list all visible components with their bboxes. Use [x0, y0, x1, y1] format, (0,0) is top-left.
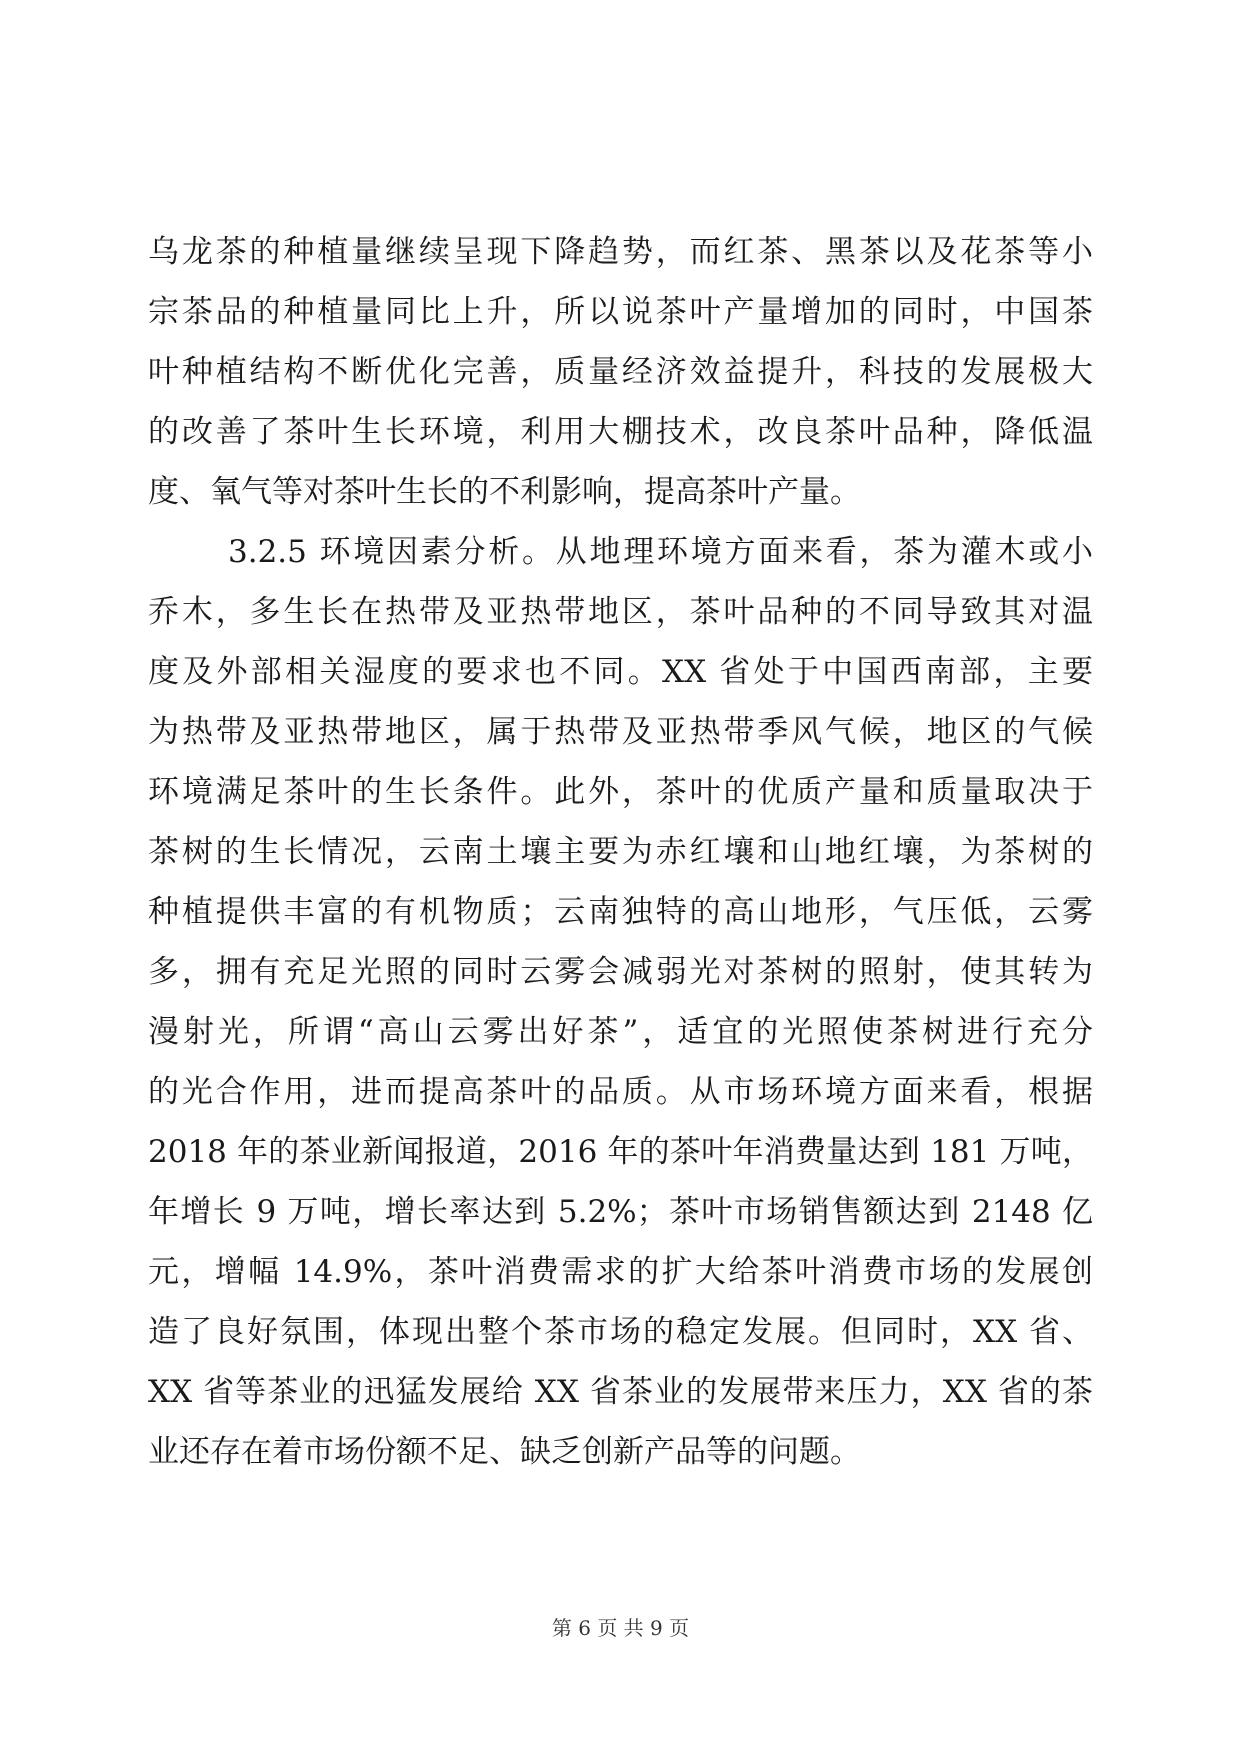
text-line: 乔木，多生长在热带及亚热带地区，茶叶品种的不同导致其对温	[148, 594, 1093, 630]
text-line: 度、氧气等对茶叶生长的不利影响，提高茶叶产量。	[148, 474, 861, 510]
text-line: 度及外部相关湿度的要求也不同。XX 省处于中国西南部，主要	[148, 654, 1093, 690]
document-body	[148, 222, 1093, 1482]
page-number: 第 6 页 共 9 页	[551, 1616, 690, 1640]
text-line: 的改善了茶叶生长环境，利用大棚技术，改良茶叶品种，降低温	[148, 414, 1093, 450]
page-footer	[0, 1612, 1241, 1641]
text-line: 环境满足茶叶的生长条件。此外，茶叶的优质产量和质量取决于	[148, 774, 1093, 810]
text-line: 2018 年的茶业新闻报道，2016 年的茶叶年消费量达到 181 万吨，	[148, 1134, 1093, 1170]
text-line: 叶种植结构不断优化完善，质量经济效益提升，科技的发展极大	[148, 354, 1093, 390]
text-line: 乌龙茶的种植量继续呈现下降趋势，而红茶、黑茶以及花茶等小	[148, 234, 1093, 270]
text-line: 多，拥有充足光照的同时云雾会减弱光对茶树的照射，使其转为	[148, 954, 1093, 990]
text-line: 宗茶品的种植量同比上升，所以说茶叶产量增加的同时，中国茶	[148, 294, 1093, 330]
text-line: 茶树的生长情况，云南土壤主要为赤红壤和山地红壤，为茶树的	[148, 834, 1093, 870]
text-line: 造了良好氛围，体现出整个茶市场的稳定发展。但同时，XX 省、	[148, 1314, 1093, 1350]
text-line: XX 省等茶业的迅猛发展给 XX 省茶业的发展带来压力，XX 省的茶	[148, 1374, 1093, 1410]
text-line: 种植提供丰富的有机物质；云南独特的高山地形，气压低，云雾	[148, 894, 1093, 930]
text-line: 元，增幅 14.9%，茶叶消费需求的扩大给茶叶消费市场的发展创	[148, 1254, 1093, 1290]
text-line: 为热带及亚热带地区，属于热带及亚热带季风气候，地区的气候	[148, 714, 1093, 750]
paragraph-2	[148, 522, 1093, 1482]
text-line: 年增长 9 万吨，增长率达到 5.2%；茶叶市场销售额达到 2148 亿	[148, 1194, 1093, 1230]
paragraph-1	[148, 222, 1093, 522]
text-line: 业还存在着市场份额不足、缺乏创新产品等的问题。	[148, 1434, 861, 1470]
text-line: 的光合作用，进而提高茶叶的品质。从市场环境方面来看，根据	[148, 1074, 1093, 1110]
text-line: 漫射光，所谓“高山云雾出好茶”，适宜的光照使茶树进行充分	[148, 1014, 1093, 1050]
section-heading-line: 3.2.5 环境因素分析。从地理环境方面来看，茶为灌木或小	[228, 534, 1093, 570]
